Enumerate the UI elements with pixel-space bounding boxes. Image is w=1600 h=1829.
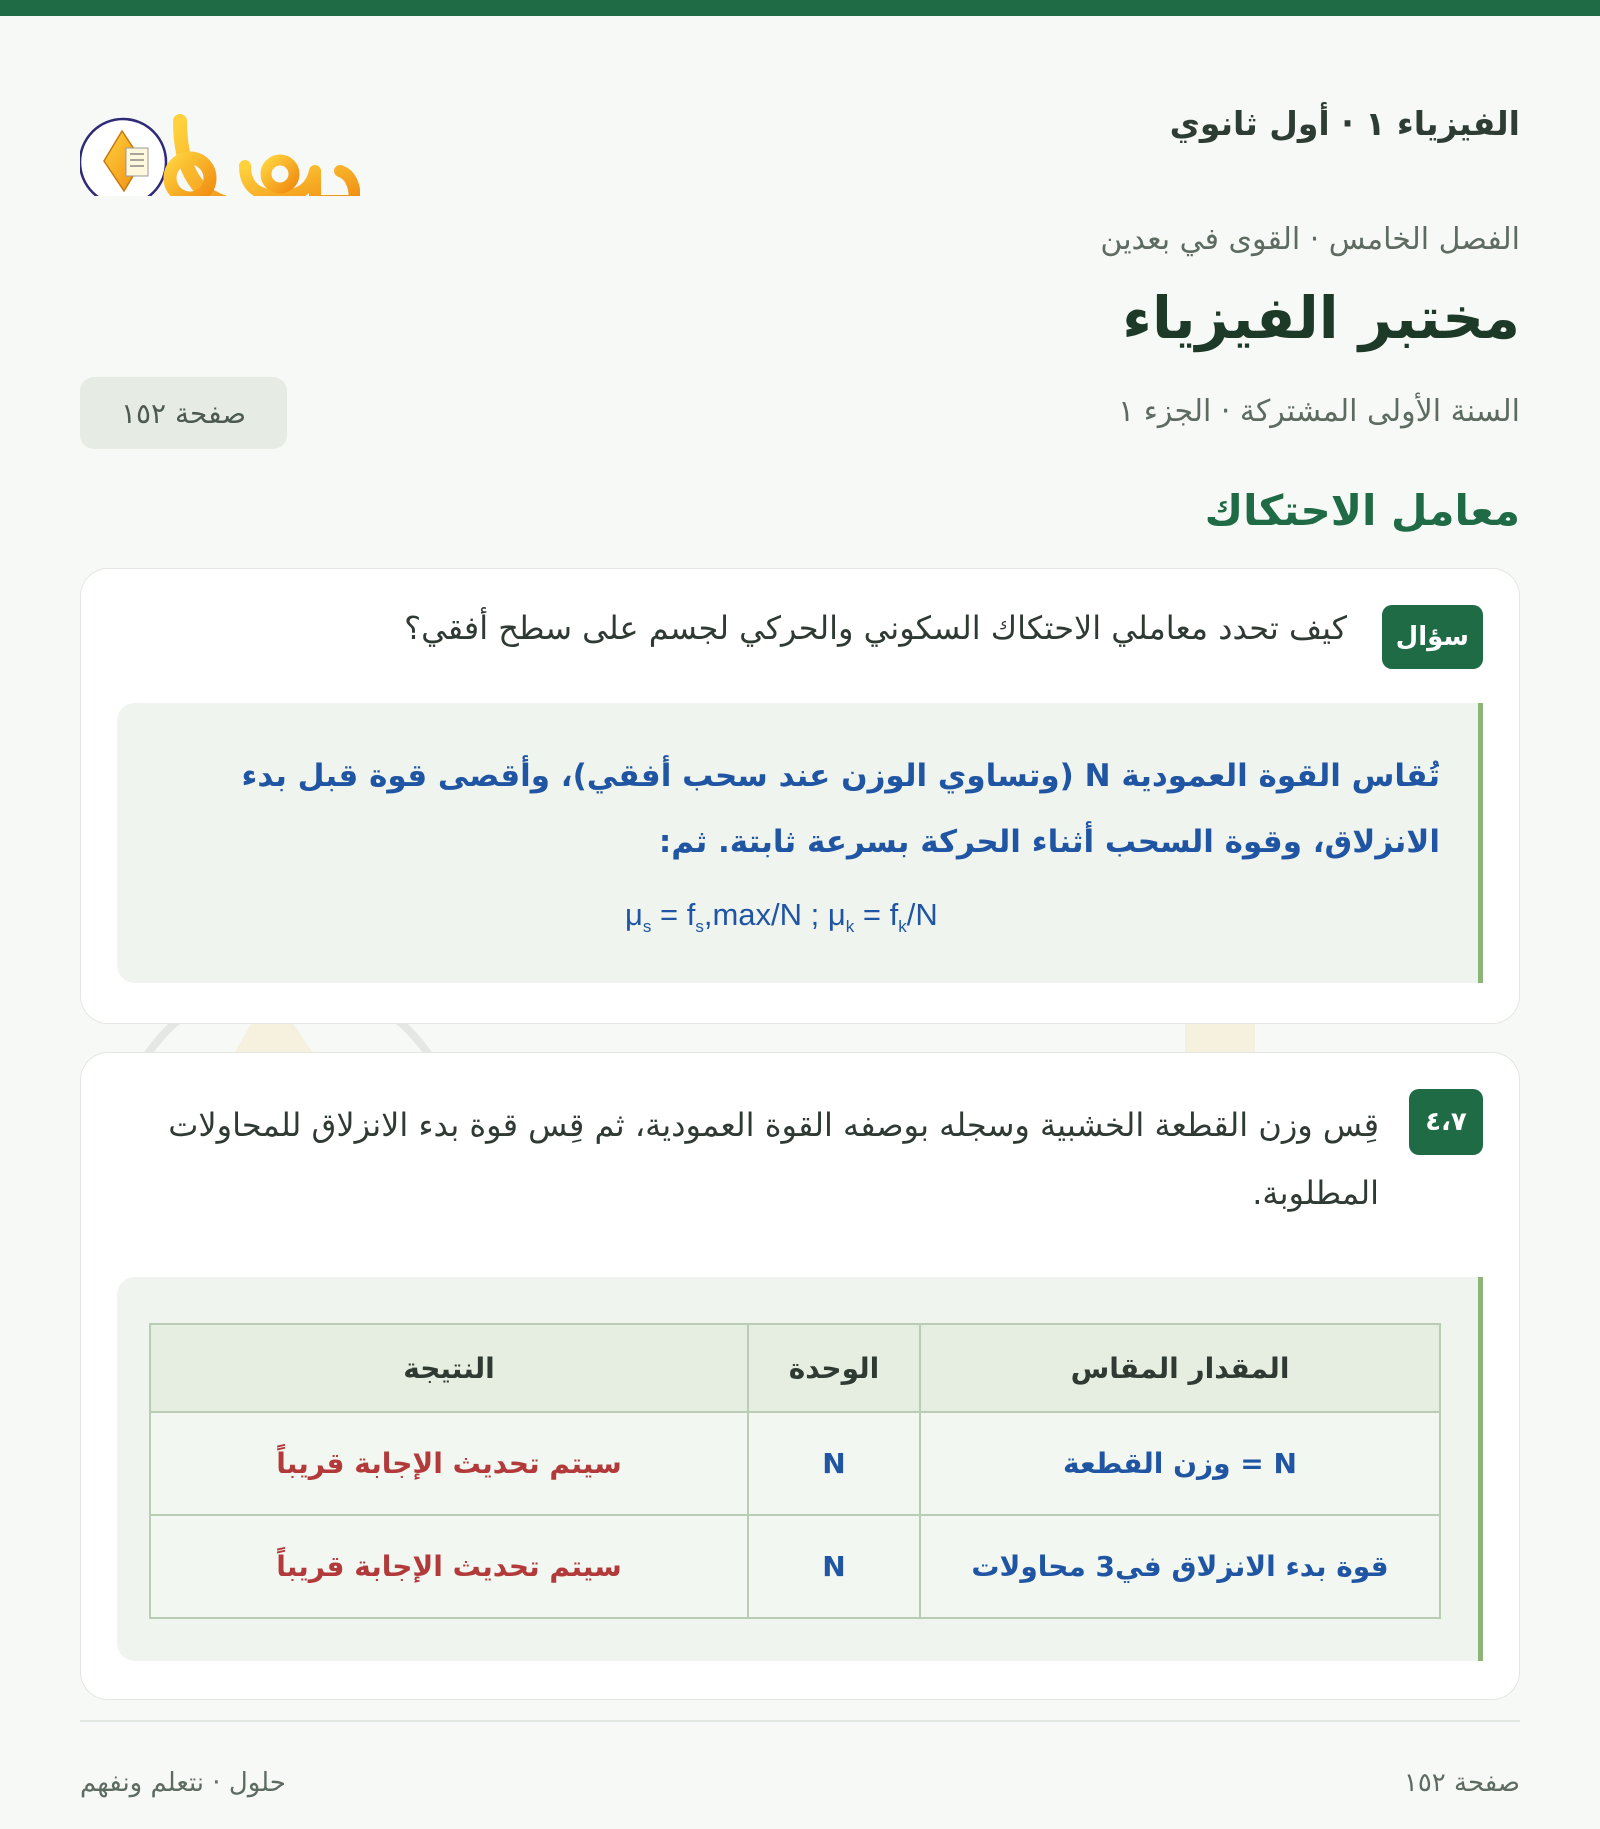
table-cell-unit: N bbox=[748, 1412, 920, 1515]
table-cell-quantity: قوة بدء الانزلاق في3 محاولات bbox=[920, 1515, 1440, 1618]
page-header bbox=[80, 16, 1520, 196]
table-header-unit: الوحدة bbox=[748, 1324, 920, 1412]
table-row bbox=[150, 1412, 1440, 1515]
question-text: كيف تحدد معاملي الاحتكاك السكوني والحركي لجسم على سطح أفقي؟ bbox=[404, 609, 1347, 647]
friction-formula: $\mu_s = f_s,\max/N$ ; $\mu_k = f_k/N$ bbox=[625, 897, 938, 937]
series-subtitle: السنة الأولى المشتركة · الجزء ١ bbox=[1118, 394, 1520, 429]
exercise-number-badge: ٤،٧ bbox=[1409, 1089, 1483, 1155]
answer-box bbox=[117, 703, 1483, 983]
table-cell-result: سيتم تحديث الإجابة قريباً bbox=[150, 1412, 748, 1515]
footer-brand: حلول · نتعلم ونفهم bbox=[80, 1768, 286, 1798]
chapter-subtitle: الفصل الخامس · القوى في بعدين bbox=[1100, 222, 1520, 257]
top-accent-bar bbox=[0, 0, 1600, 16]
table-cell-result: سيتم تحديث الإجابة قريباً bbox=[150, 1515, 748, 1618]
exercise-text: قِس وزن القطعة الخشبية وسجله بوصفه القوة العمودية، ثم قِس قوة بدء الانزلاق للمحاولات المطلوبة. bbox=[168, 1106, 1379, 1212]
results-table bbox=[149, 1323, 1441, 1619]
footer-divider bbox=[80, 1720, 1520, 1722]
exercise-card bbox=[80, 1052, 1520, 1700]
table-cell-unit: N bbox=[748, 1515, 920, 1618]
question-badge: سؤال bbox=[1382, 605, 1483, 669]
table-row bbox=[150, 1515, 1440, 1618]
answer-box bbox=[117, 1277, 1483, 1661]
page-title: مختبر الفيزياء bbox=[1122, 284, 1520, 352]
page-number-badge: صفحة ١٥٢ bbox=[80, 377, 287, 449]
table-header-row bbox=[150, 1324, 1440, 1412]
table-cell-quantity: N = وزن القطعة bbox=[920, 1412, 1440, 1515]
table-header-quantity: المقدار المقاس bbox=[920, 1324, 1440, 1412]
hulul-logo[interactable] bbox=[80, 66, 360, 196]
question-card bbox=[80, 568, 1520, 1024]
answer-text: تُقاس القوة العمودية N (وتساوي الوزن عند سحب أفقي)، وأقصى قوة قبل بدء الانزلاق، وقوة السحب أثناء الحركة بسرعة ثابتة. ثم: bbox=[241, 758, 1440, 860]
footer-page-number: صفحة ١٥٢ bbox=[1403, 1768, 1520, 1798]
section-title: معامل الاحتكاك bbox=[1204, 486, 1520, 535]
book-title: الفيزياء ١ · أول ثانوي bbox=[1169, 104, 1520, 143]
table-header-result: النتيجة bbox=[150, 1324, 748, 1412]
